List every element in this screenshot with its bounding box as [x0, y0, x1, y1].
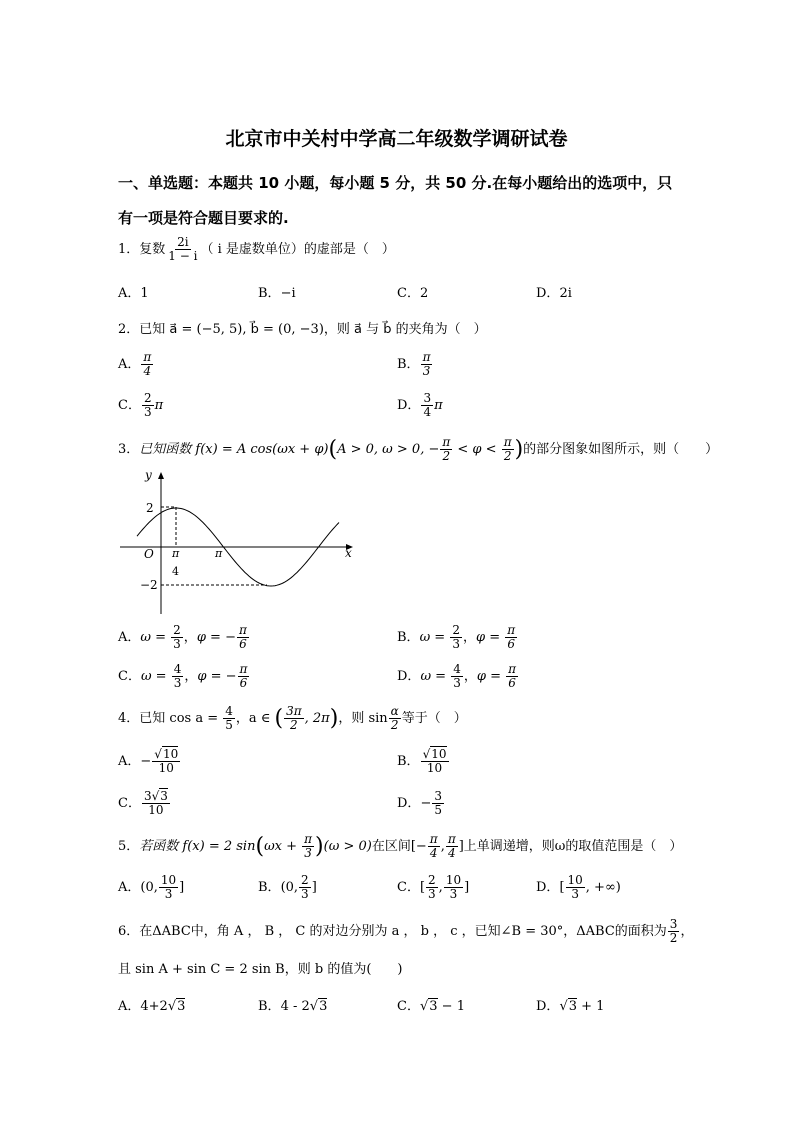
x-tick-pi-over-4-top: π	[172, 547, 180, 560]
option-d[interactable]: D．ω = $\frac{4}{3}$ ，φ = $\frac{\pi}{6}$	[397, 662, 517, 690]
y-axis-arrow	[158, 472, 164, 479]
question-text: 复数	[139, 242, 166, 257]
x-tick-pi: π	[215, 547, 223, 560]
question-number: 3．	[118, 442, 140, 457]
section-heading-line2: 有一项是符合题目要求的.	[118, 209, 289, 227]
y-axis-label: y	[145, 468, 152, 482]
question-3: 3．已知函数 f(x) = A cos(ωx + φ)(A > 0, ω > 0, − $\frac{\pi}{2}$ < φ < $\frac{\pi}{2}$ )的部分图象如图所示，则（ ）	[118, 435, 719, 463]
question-5: 5．若函数 f(x) = 2 sin(ωx + $\frac{\pi}{3}$ )(ω > 0)在区间[− $\frac{\pi}{4}$ , $\frac{\pi}{4}$ ]上单调递增，则ω的取值范围是（ ）	[118, 832, 683, 860]
option-c[interactable]: C． $\frac{2}{3}$ π	[118, 391, 164, 419]
option-a[interactable]: A． $\frac{\pi}{4}$	[118, 350, 152, 378]
question-text: 的部分图象如图所示，则（ ）	[523, 442, 719, 457]
question-number: 5．	[118, 839, 140, 854]
question-number: 1．	[118, 242, 140, 257]
y-tick-neg2: −2	[140, 578, 158, 592]
option-b[interactable]: B．−i	[258, 286, 296, 301]
option-a[interactable]: A．ω = $\frac{2}{3}$ ，φ = − $\frac{\pi}{6}$	[118, 623, 247, 651]
option-b[interactable]: B．ω = $\frac{2}{3}$ ，φ = $\frac{\pi}{6}$	[397, 623, 516, 651]
cosine-graph	[115, 468, 360, 616]
option-d[interactable]: D．− $\frac{3}{5}$	[397, 789, 442, 817]
option-b[interactable]: B．(0, $\frac{2}{3}$ ]	[258, 873, 317, 901]
page-title: 北京市中关村中学高二年级数学调研试卷	[225, 128, 568, 150]
option-c[interactable]: C． $\frac{3√3}{10}$	[118, 789, 168, 817]
option-c[interactable]: C．ω = $\frac{4}{3}$ ，φ = − $\frac{\pi}{6}$	[118, 662, 248, 690]
y-tick-2: 2	[146, 501, 154, 515]
x-tick-pi-over-4-bottom: 4	[172, 565, 179, 578]
question-text: 已知函数 f(x) = A cos(ωx + φ)	[139, 442, 329, 457]
option-d[interactable]: D．√3 + 1	[536, 999, 605, 1014]
option-a[interactable]: A．1	[118, 286, 149, 301]
option-b[interactable]: B． $\frac{√10}{10}$	[397, 747, 447, 775]
option-a[interactable]: A．(0, $\frac{10}{3}$ ]	[118, 873, 185, 901]
question-number: 2．	[118, 322, 140, 337]
option-d[interactable]: D．[ $\frac{10}{3}$ , +∞)	[536, 873, 621, 901]
question-6: 6．在ΔABC中，角 A ， B ， C 的对边分别为 a ， b ， c ，已知∠B = 30°，ΔABC的面积为 $\frac{3}{2}$ ，	[118, 917, 694, 945]
question-2	[118, 318, 487, 337]
question-number: 4．	[118, 711, 140, 726]
option-c[interactable]: C．[ $\frac{2}{3}$ , $\frac{10}{3}$ ]	[397, 873, 470, 901]
option-d[interactable]: D． $\frac{3}{4}$ π	[397, 391, 443, 419]
question-text: 已知 a⃗ = (−5, 5), b⃗ = (0, −3)，则 a⃗ 与 b⃗ 的夹角为（ ）	[139, 322, 487, 337]
option-a[interactable]: A．− $\frac{√10}{10}$	[118, 747, 179, 775]
option-b[interactable]: B．4 - 2√3	[258, 999, 328, 1014]
section-heading-line1: 一、单选题：本题共 10 小题，每小题 5 分，共 50 分.在每小题给出的选项中，只	[118, 174, 673, 192]
question-4: 4．已知 cos a = $\frac{4}{5}$ ，a ∈ ( $\frac{3\pi}{2}$ , 2π)，则 sin $\frac{\alpha}{2}$ 等于（ ）	[118, 704, 467, 732]
question-6-line2: 且 sin A + sin C = 2 sin B，则 b 的值为( )	[118, 962, 403, 977]
x-axis-label: x	[345, 546, 352, 560]
origin-label: O	[144, 547, 154, 561]
question-text: （ i 是虚数单位）的虚部是（ ）	[200, 242, 395, 257]
question-number: 6．	[118, 924, 140, 939]
option-b[interactable]: B． $\frac{\pi}{3}$	[397, 350, 431, 378]
option-a[interactable]: A．4+2√3	[118, 999, 186, 1014]
option-c[interactable]: C．√3 − 1	[397, 999, 465, 1014]
fraction: $\frac{2i}{1 - i}$	[168, 235, 198, 263]
option-d[interactable]: D．2i	[536, 286, 572, 301]
option-c[interactable]: C．2	[397, 286, 429, 301]
question-1	[118, 236, 395, 263]
